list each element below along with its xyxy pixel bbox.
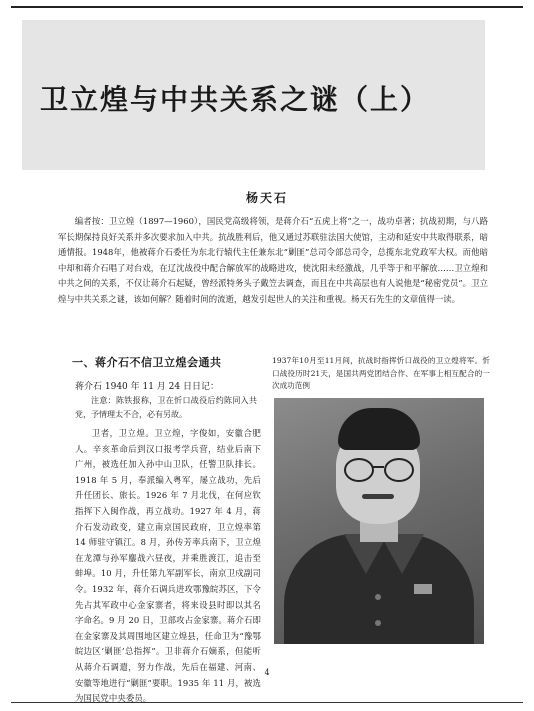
- top-rule: [11, 6, 523, 8]
- article-title: 卫立煌与中共关系之谜（上）: [40, 83, 431, 116]
- uniform-button: [375, 594, 381, 600]
- editor-note: 编者按：卫立煌（1897—1960），国民党高级将领，是蒋介石“五虎上将”之一，战功卓著；抗战初期，与八路军长期保持良好关系并多次要求加入中共。抗战胜利后，他又通过苏联驻法国大使馆，主动和延安中共取得联系，暗通情报。1948年，他被蒋介石委任为东北行辕代主任兼东北“剿匪”总司令部总司令，总揽东北党政军大权。而他暗中却和蒋介石唱了对台戏，在辽沈战役中配合解放军的战略进攻，使沈阳未经激战，几乎等于和平解放……卫立煌和中共之间的关系，不仅让蒋介石起疑，曾经派特务头子戴笠去调查，而且在中共高层也有人说他是“秘密党员”。卫立煌与中共关系之谜，该如何解？随着时间的流逝，越发引起世人的关注和重视。杨天石先生的文章值得一读。: [58, 216, 488, 304]
- body-paragraph: 卫者，卫立煌。卫立煌，字俊如，安徽合肥人。辛亥革命后到汉口报考学兵营，结业后南下广州，被选任加入孙中山卫队，任警卫队排长。1918 年 5 月，奉派编入粤军，屡立战功，先后升任团长、旅长。1926 年 7 月北伐，在何应钦指挥下入闽作战，再立战功。1927 年 4 月，蒋介石发动政变，建立南京国民政府，卫立煌率第 14 师驻守镇江。8 月，孙传芳率兵南下，卫立煌在龙潭与孙军鏖战六昼夜，并乘胜渡江，追击至蚌埠。10 月，升任第九军副军长，南京卫戍副司令。1932 年，蒋介石调兵进攻鄂豫皖苏区，下令先占其军政中心金家寨者，将来设县时即以其名字命名。9 月 20 日，卫部攻占金家寨。蒋介石即在金家寨及其周围地区建立煌县，任命卫为“豫鄂皖边区‘剿匪’总指挥”。卫非蒋介石嫡系，但能听从蒋介石调遣，努力作战，先后在福建、河南、安徽等地进行“剿匪”要职。1935 年 11 月，被选为国民党中央委员。: [75, 428, 261, 704]
- diary-line: 蒋介石 1940 年 11 月 24 日日记：: [75, 382, 219, 392]
- mustache-shape: [362, 494, 394, 499]
- section-heading: 一、蒋介石不信卫立煌会通共: [72, 356, 222, 369]
- uniform-badge: [414, 584, 432, 594]
- uniform-button: [375, 620, 381, 626]
- page-number: 4: [264, 668, 270, 677]
- glasses-bridge: [372, 466, 384, 468]
- title-banner: [22, 20, 485, 170]
- hair-shape: [338, 408, 420, 450]
- diary-note: 注意：陈铁报称，卫在忻口战役后约陈同入共党，予情理太不合，必有另故。: [75, 396, 257, 419]
- glasses-right: [384, 458, 414, 482]
- portrait-photo: [274, 398, 484, 644]
- glasses-left: [344, 458, 374, 482]
- photo-caption: 1937年10月至11月间，抗战时指挥忻口战役的卫立煌将军。忻口战役历时21天，是国共两党团结合作、在军事上相互配合的一次成功范例: [272, 356, 490, 390]
- author-name: 杨天石: [245, 191, 288, 205]
